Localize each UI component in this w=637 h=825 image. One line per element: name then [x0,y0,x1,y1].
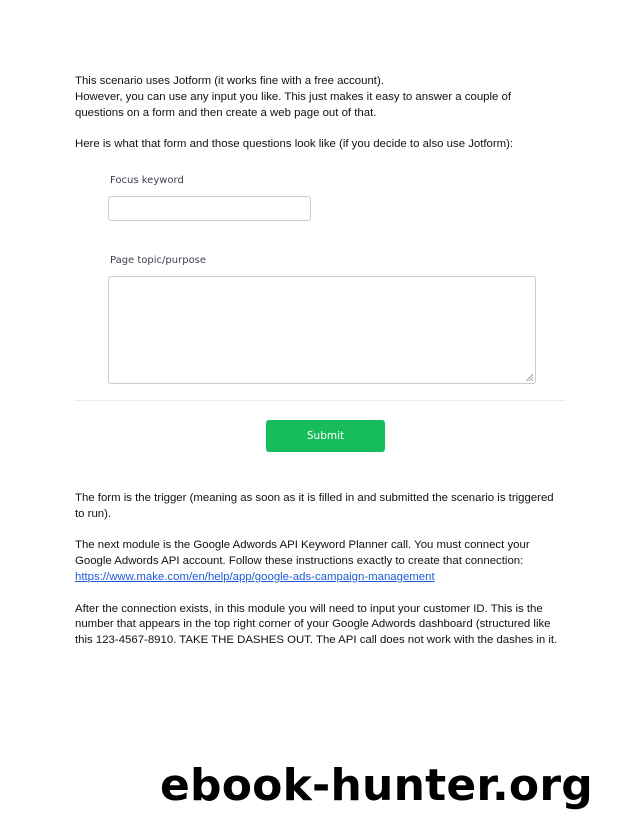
resize-handle-icon[interactable] [525,373,533,381]
module-line-2: Google Adwords API account. Follow these instructions exactly to create that connection: [75,555,524,568]
customer-id-line-3: this 123-4567-8910. TAKE THE DASHES OUT. The API call does not work with the dashes in it. [75,634,558,647]
instructions-section [75,491,575,649]
page-topic-label: Page topic/purpose [110,255,207,266]
intro-section [75,74,575,153]
submit-button[interactable]: Submit [266,420,385,452]
intro-line-3: questions on a form and then create a web page out of that. [75,106,377,119]
intro-line-2: However, you can use any input you like. This just makes it easy to answer a couple of [75,90,512,103]
intro-line-1: This scenario uses Jotform (it works fine with a free account). [75,75,384,87]
intro-line-4: Here is what that form and those questions look like (if you decide to also use Jotform): [75,138,514,151]
make-help-link[interactable]: https://www.make.com/en/help/app/google-ads-campaign-management [75,570,435,583]
watermark-text: ebook-hunter.org [160,760,593,811]
focus-keyword-input[interactable] [108,196,311,221]
focus-keyword-label: Focus keyword [110,175,184,186]
trigger-line-1: The form is the trigger (meaning as soon as it is filled in and submitted the scenario is triggered [75,492,554,504]
trigger-line-2: to run). [75,507,112,520]
customer-id-line-1: After the connection exists, in this module you will need to input your customer ID. This is the [75,602,543,615]
form-divider [75,400,565,401]
page-topic-textarea[interactable] [108,276,536,384]
customer-id-line-2: number that appears in the top right corner of your Google Adwords dashboard (structured like [75,618,551,631]
module-line-1: The next module is the Google Adwords API Keyword Planner call. You must connect your [75,539,530,552]
